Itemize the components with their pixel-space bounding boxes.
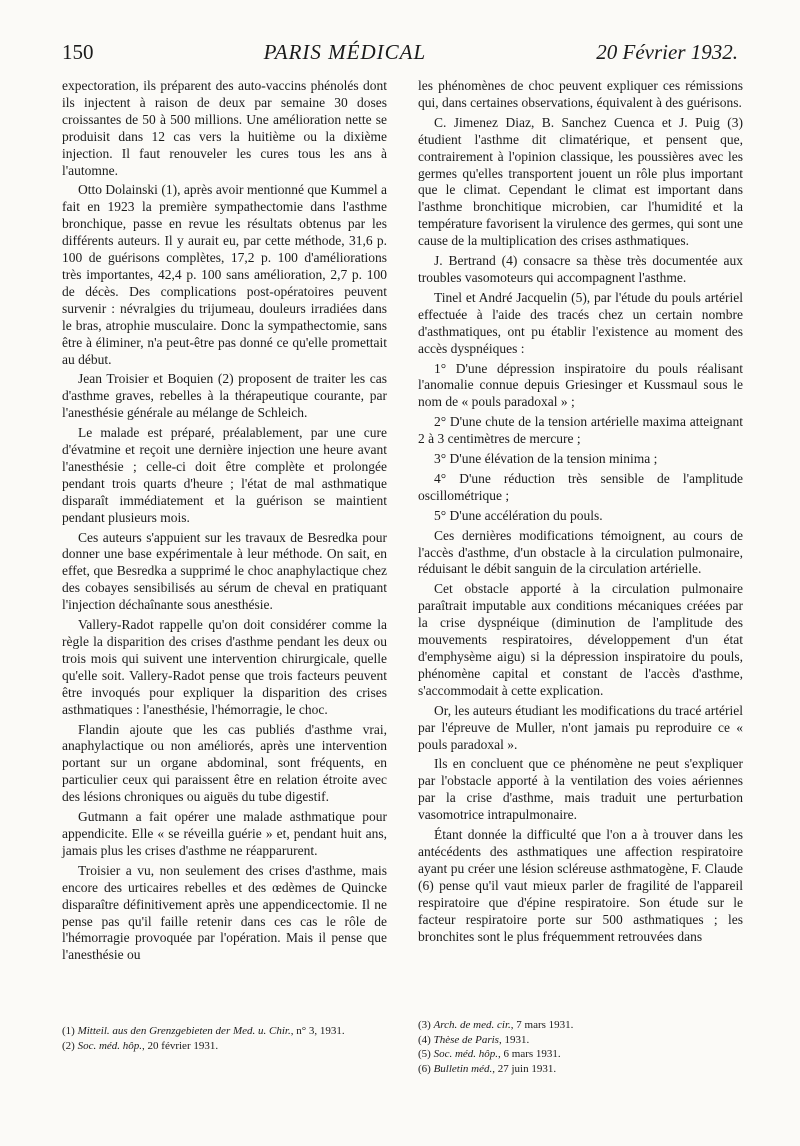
footnotes-right: [418, 1018, 743, 1076]
paragraph: Or, les auteurs étudiant les modifications du tracé artériel par l'épreuve de Muller, n'ont jamais pu reproduire ce « pouls paradoxal ».: [418, 702, 743, 752]
page-header: [62, 40, 738, 70]
paragraph: Le malade est préparé, préalablement, par une cure d'évatmine et reçoit une dernière injection une heure avant l'anesthésie ; celle-ci doit être complète et prolongée pendant trois quarts d'heure ; l'état de mal asthmatique disparaît immédiatement et la guérison se maintient pendant plusieurs mois.: [62, 425, 387, 525]
paragraph: Vallery-Radot rappelle qu'on doit considérer comme la règle la disparition des crises d'asthme pendant les deux ou trois mois qui suivent une intervention chirurgicale, quelle qu'elle soit. Vallery-Radot pense que trois facteurs peuvent être invoqués pour expliquer la disparition des crises asthmatiques : l'anesthésie, l'hémorragie, le choc.: [62, 617, 387, 717]
right-column: [418, 78, 743, 948]
footnote: (3) Arch. de med. cir., 7 mars 1931.: [418, 1019, 574, 1031]
footnote: (2) Soc. méd. hôp., 20 février 1931.: [62, 1039, 219, 1052]
page-number: 150: [62, 40, 94, 64]
list-item: 2° D'une chute de la tension artérielle maxima atteignant 2 à 3 centimètres de mercure ;: [418, 414, 743, 447]
journal-title: PARIS MÉDICAL: [263, 40, 427, 64]
footnotes-left: [62, 1024, 387, 1053]
paragraph: C. Jimenez Diaz, B. Sanchez Cuenca et J. Puig (3) étudient l'asthme dit climatérique, et pensent que, contrairement à l'opinion classique, les poussières avec les germes qu'elles transportent jouent un rôle plus important que le climat. Cependant le climat est important dans l'asthme bronchitique microbien, car l'humidité et la température favorisent la virulence des germes, qui sont une cause de la multiplication des crises asthmatiques.: [418, 114, 744, 249]
paragraph: Gutmann a fait opérer une malade asthmatique pour appendicite. Elle « se réveilla guérie » et, pendant huit ans, jamais plus les crises d'asthme ne réapparurent.: [62, 809, 387, 858]
list-item: 4° D'une réduction très sensible de l'amplitude oscillométrique ;: [418, 470, 743, 503]
paragraph: Ces auteurs s'appuient sur les travaux de Besredka pour donner une base expérimentale à leur méthode. On sait, en effet, que Besredka a supprimé le choc anaphylactique chez des cobayes sensibilisés au sérum de cheval en pratiquant l'injection déchaînante sous anesthésie.: [62, 529, 387, 613]
paragraph: Troisier a vu, non seulement des crises d'asthme, mais encore des urticaires rebelles et des œdèmes de Quincke disparaître définitivement après une appendicectomie. Il ne pense pas qu'il faille retenir dans ces cas le rôle de l'hémorragie provoquée par l'opération. Mais il pense que l'anesthésie ou: [62, 862, 387, 963]
paragraph: J. Bertrand (4) consacre sa thèse très documentée aux troubles vasomoteurs qui accompagnent l'asthme.: [418, 253, 743, 285]
footnote: (4) Thèse de Paris, 1931.: [418, 1033, 530, 1046]
left-column: [62, 78, 387, 967]
list-item: 1° D'une dépression inspiratoire du pouls réalisant l'anomalie connue depuis Griesinger et Kussmaul sous le nom de « pouls paradoxal » ;: [418, 360, 743, 410]
paragraph: Étant donnée la difficulté que l'on a à trouver dans les antécédents des asthmatiques une affection respiratoire ayant pu créer une lésion scléreuse asthmatogène, F. Claude (6) pense qu'il vaut mieux parler de fragilité de l'appareil respiratoire que d'épine respiratoire. Son étude sur le facteur respiratoire porte sur 500 asthmatiques ; les bronchites sont le plus fréquemment retrouvées dans: [418, 827, 743, 944]
paragraph: Jean Troisier et Boquien (2) proposent de traiter les cas d'asthme graves, rebelles à la thérapeutique courante, par l'anesthésie générale au mélange de Schleich.: [62, 371, 387, 421]
footnote: (5) Soc. méd. hôp., 6 mars 1931.: [418, 1048, 561, 1060]
paragraph: Flandin ajoute que les cas publiés d'asthme vrai, anaphylactique ou non améliorés, après une intervention portant sur un organe abdominal, sont fréquents, en particulier ceux qui paraissent être en relation étroite avec des lésions chroniques ou aiguës du tube digestif.: [62, 721, 387, 805]
paragraph: expectoration, ils préparent des auto-vaccins phénolés dont ils injectent à raison de deux par semaine 30 doses croissantes de 50 à 500 millions. Une amélioration nette se produisit dans 12 cas vers la huitième ou la dixième injection. Il faut renouveler les cures tous les ans à l'automne.: [62, 78, 387, 178]
paragraph: Ils en concluent que ce phénomène ne peut s'expliquer par l'obstacle apporté à la ventilation des voies aériennes par la crise d'asthme, mais traduit une perturbation vasomotrice intrapulmonaire.: [418, 756, 743, 823]
paragraph: Otto Dolainski (1), après avoir mentionné que Kummel a fait en 1923 la première sympathectomie dans l'asthme bronchique, passe en revue les résultats obtenus par les différents auteurs. Il y aurait eu, par cette méthode, 31,6 p. 100 de guérisons complètes, 17,2 p. 100 d'améliorations très importantes, 42,4 p. 100 sans amélioration, 2,7 p. 100 de décès. Des complications post-opératoires peuvent survenir : névralgies du trijumeau, douleurs irradiées dans le bras, atrophie musculaire. Donc la sympathectomie, sans être à éliminer, n'a peut-être pas donné ce qu'elle promettait au début.: [62, 182, 387, 367]
footnote: (6) Bulletin méd., 27 juin 1931.: [418, 1062, 557, 1075]
list-item: 3° D'une élévation de la tension minima ;: [434, 451, 658, 467]
issue-date: 20 Février 1932.: [596, 40, 738, 64]
paragraph: les phénomènes de choc peuvent expliquer ces rémissions qui, dans certaines observations, équivalent à des guérisons.: [418, 78, 743, 110]
list-item: 5° D'une accélération du pouls.: [434, 507, 603, 523]
footnote: (1) Mitteil. aus den Grenzgebieten der Med. u. Chir., n° 3, 1931.: [62, 1025, 345, 1037]
paragraph: Ces dernières modifications témoignent, au cours de l'accès d'asthme, d'un obstacle à la circulation pulmonaire, réduisant le débit sanguin de la circulation artérielle.: [418, 527, 743, 577]
paragraph: Tinel et André Jacquelin (5), par l'étude du pouls artériel effectuée à l'aide des tracés chez un certain nombre d'asthmatiques, ont pu établir l'existence au moment des accès dyspnéiques :: [418, 289, 743, 356]
paragraph: Cet obstacle apporté à la circulation pulmonaire paraîtrait imputable aux conditions mécaniques créées par la crise dyspnéique (diminution de l'amplitude des mouvements respiratoires, développement d'un état d'emphysème aigu) si la dépression inspiratoire du pouls, phénomène capital et constant de l'accès d'asthme, s'accommodait à cette explication.: [418, 581, 743, 698]
